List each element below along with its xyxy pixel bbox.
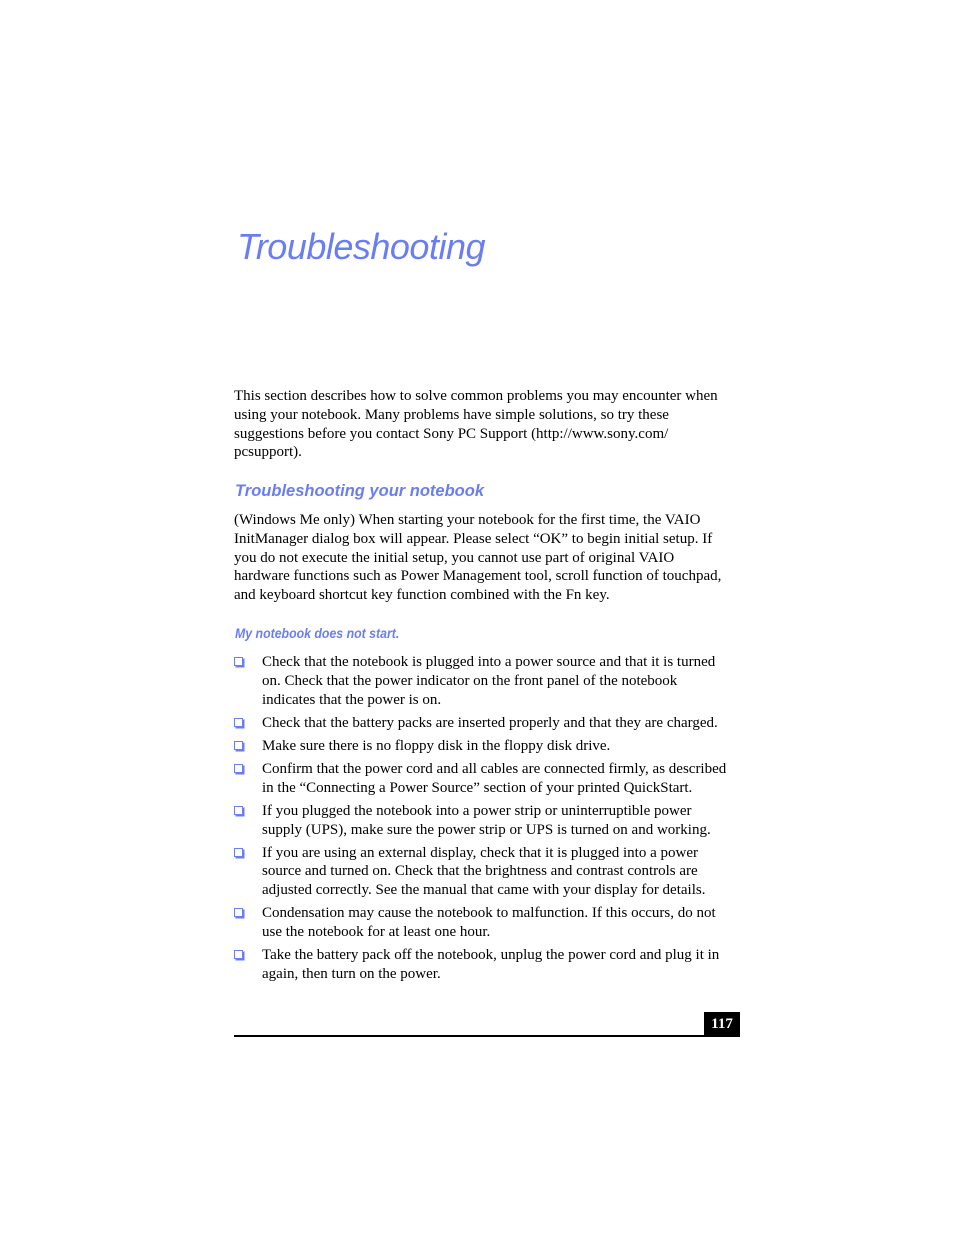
text-line: Check that the battery packs are inserted properly and that they are charged.	[262, 714, 718, 731]
checkbox-bullet-icon	[234, 806, 243, 815]
text-line: If you are using an external display, check that it is plugged into a power	[262, 844, 698, 861]
checkbox-bullet-icon	[234, 764, 243, 773]
list-item	[234, 802, 744, 840]
text-line: indicates that the power is on.	[262, 691, 442, 708]
text-line: This section describes how to solve common problems you may encounter when	[234, 388, 718, 404]
footer-rule	[234, 1035, 740, 1037]
text-line: use the notebook for at least one hour.	[262, 924, 491, 941]
list-item	[234, 904, 744, 942]
text-line: Confirm that the power cord and all cables are connected firmly, as described	[262, 760, 727, 777]
text-line: InitManager dialog box will appear. Please select “OK” to begin initial setup. If	[234, 530, 713, 547]
text-line: hardware functions such as Power Management tool, scroll function of touchpad,	[234, 568, 722, 585]
checkbox-bullet-icon	[234, 848, 243, 857]
text-line: adjusted correctly. See the manual that came with your display for details.	[262, 882, 706, 899]
list-item	[234, 653, 744, 709]
text-line: If you plugged the notebook into a power strip or uninterruptible power	[262, 802, 692, 819]
checkbox-bullet-icon	[234, 741, 243, 750]
text-line: supply (UPS), make sure the power strip or UPS is turned on and working.	[262, 821, 711, 838]
section-heading: Troubleshooting your notebook	[235, 482, 485, 500]
page-number: 117	[704, 1012, 740, 1036]
section-paragraph	[234, 511, 744, 605]
text-line: in the “Connecting a Power Source” section of your printed QuickStart.	[262, 779, 693, 796]
bullet-list	[234, 653, 744, 988]
list-item	[234, 844, 744, 900]
list-item	[234, 760, 744, 798]
text-line: again, then turn on the power.	[262, 966, 441, 983]
text-line: Take the battery pack off the notebook, unplug the power cord and plug it in	[262, 947, 720, 964]
text-line: source and turned on. Check that the brightness and contrast controls are	[262, 863, 698, 880]
text-line: using your notebook. Many problems have simple solutions, so try these	[234, 406, 669, 423]
intro-paragraph	[234, 387, 744, 462]
text-line: Make sure there is no floppy disk in the floppy disk drive.	[262, 737, 611, 754]
text-line: on. Check that the power indicator on the front panel of the notebook	[262, 672, 678, 689]
text-line: Check that the notebook is plugged into a power source and that it is turned	[262, 654, 716, 670]
list-item	[234, 737, 744, 756]
checkbox-bullet-icon	[234, 908, 243, 917]
checkbox-bullet-icon	[234, 718, 243, 727]
text-line: Condensation may cause the notebook to malfunction. If this occurs, do not	[262, 905, 716, 922]
checkbox-bullet-icon	[234, 657, 243, 666]
list-item	[234, 714, 744, 733]
text-line: (Windows Me only) When starting your notebook for the first time, the VAIO	[234, 512, 701, 528]
page-title: Troubleshooting	[237, 226, 485, 267]
checkbox-bullet-icon	[234, 950, 243, 959]
text-line: you do not execute the initial setup, you cannot use part of original VAIO	[234, 549, 675, 566]
list-item	[234, 946, 744, 984]
text-line: pcsupport).	[234, 444, 302, 461]
text-line: and keyboard shortcut key function combined with the Fn key.	[234, 587, 610, 604]
text-line: suggestions before you contact Sony PC Support (http://www.sony.com/	[234, 425, 669, 442]
subheading: My notebook does not start.	[235, 625, 400, 641]
